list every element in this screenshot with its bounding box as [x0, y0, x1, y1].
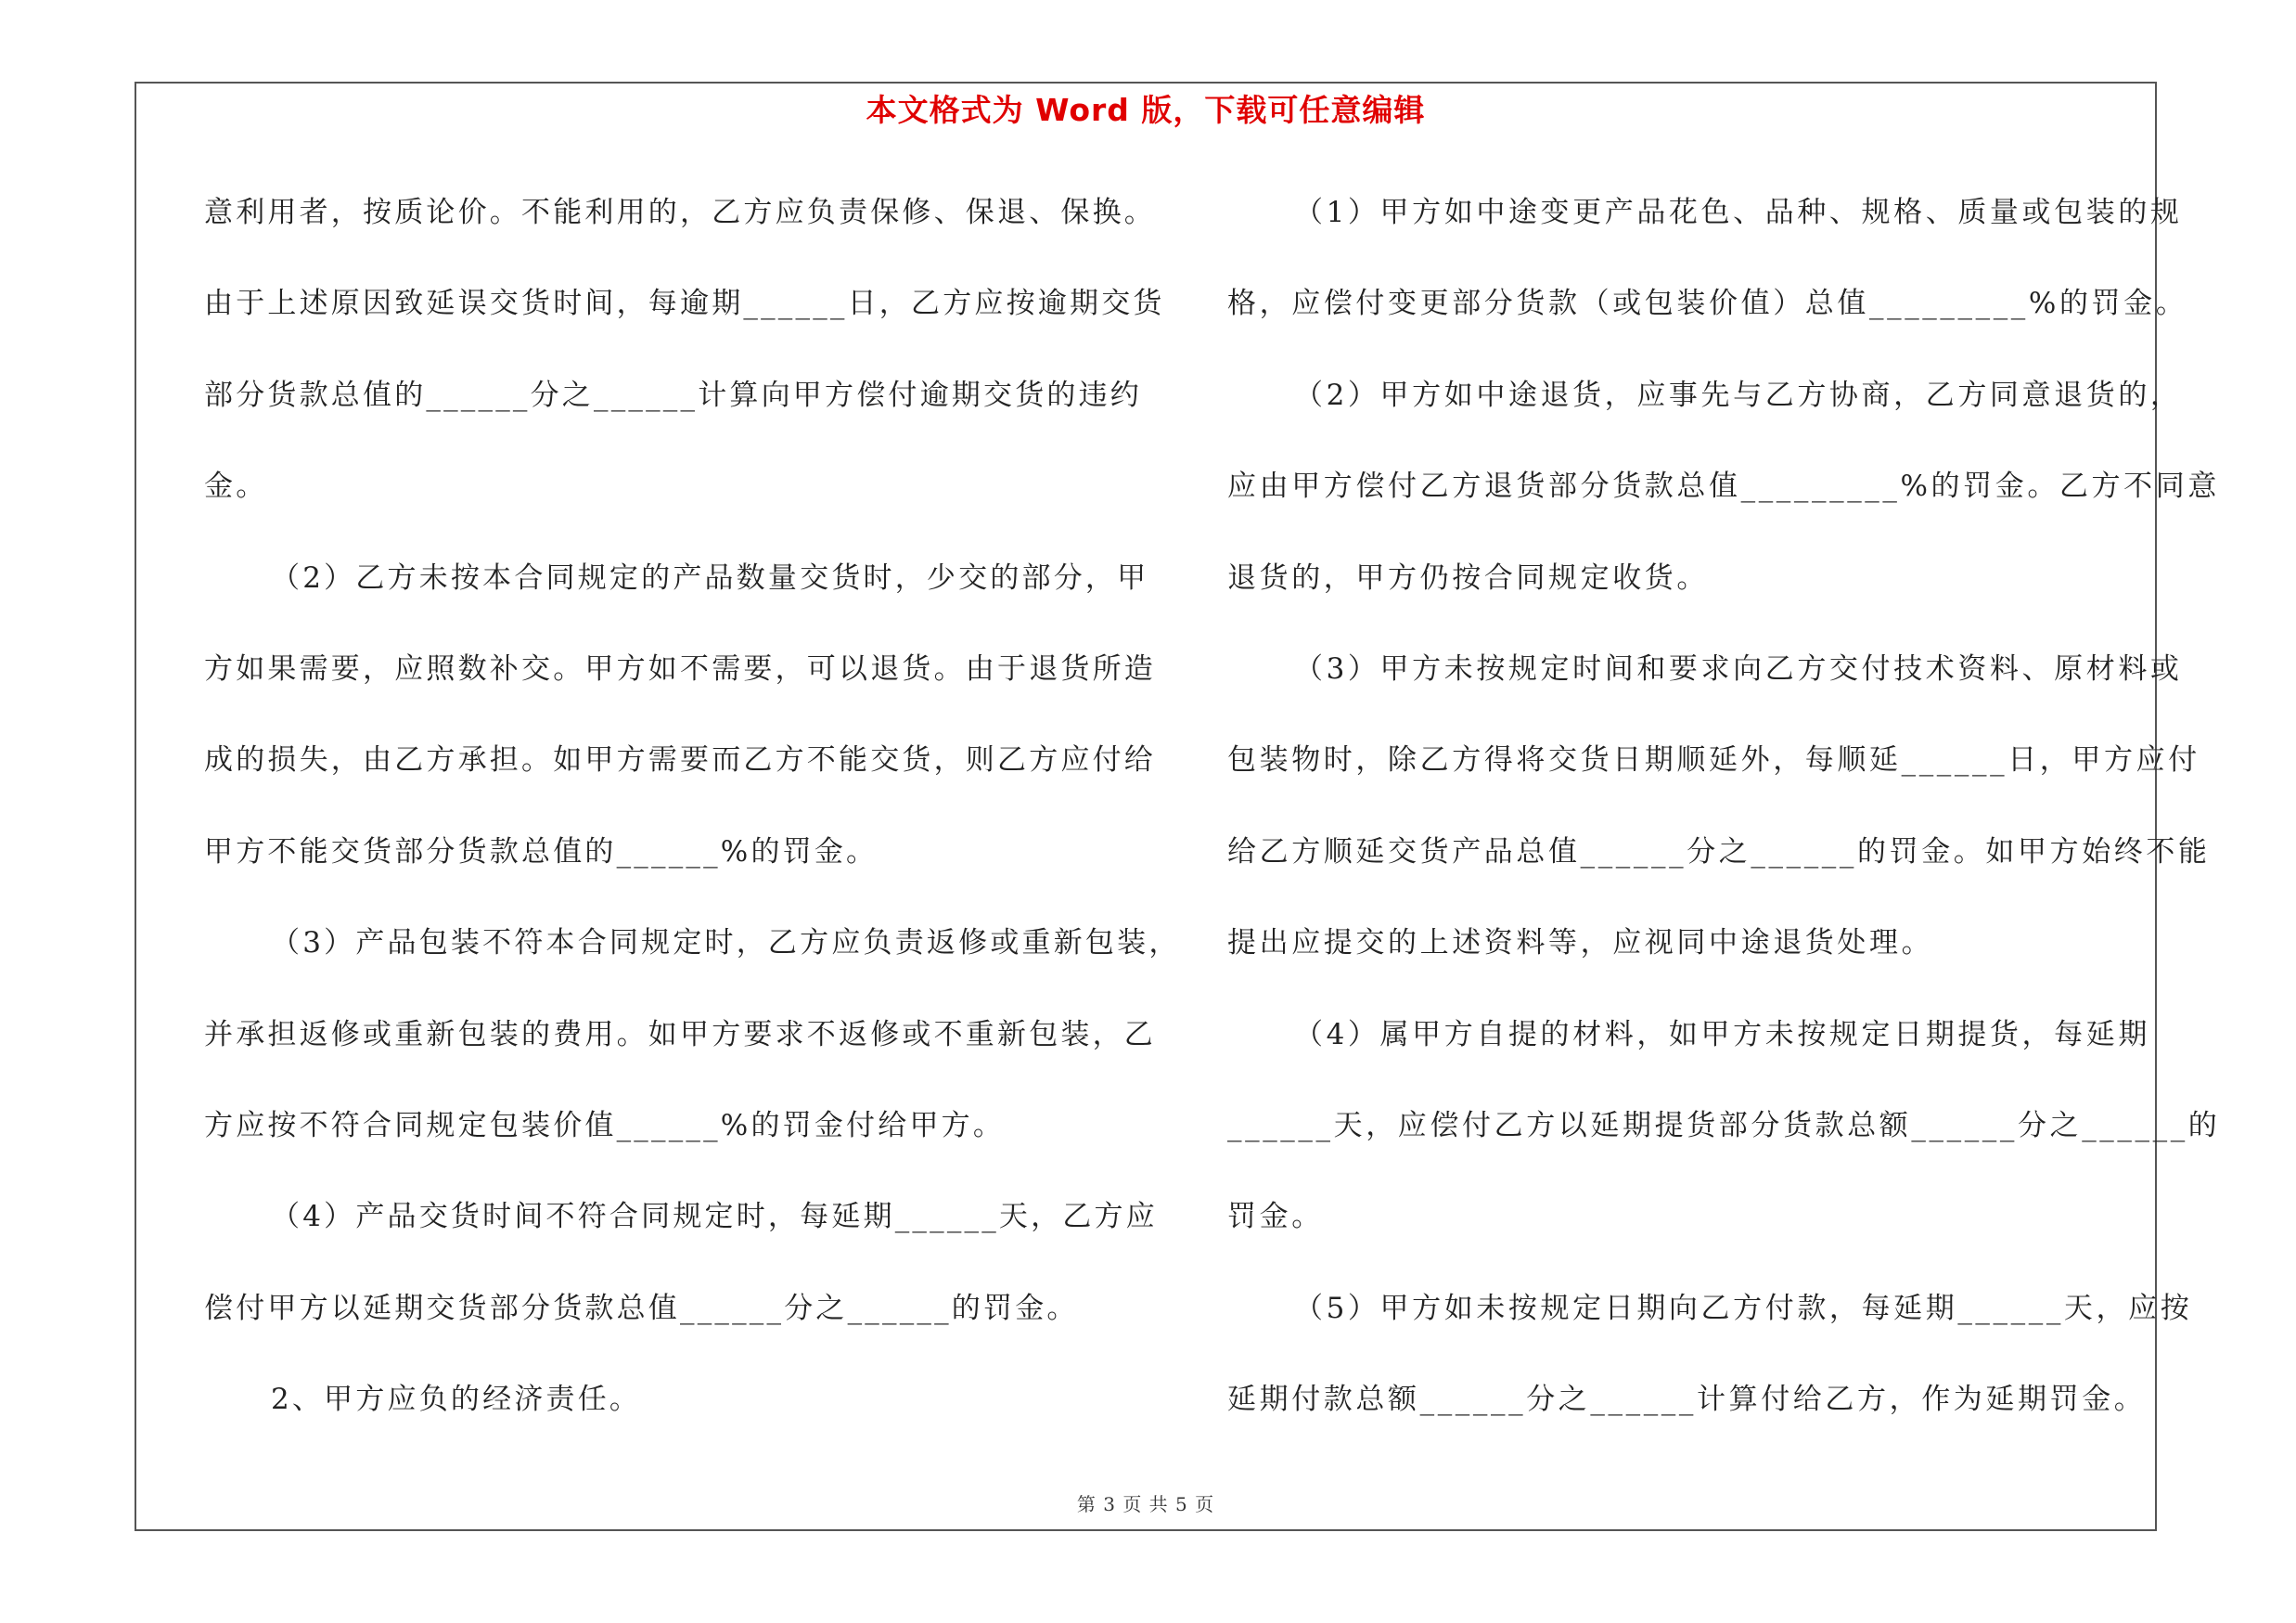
text-line: 格，应偿付变更部分货款（或包装价值）总值_________%的罚金。 — [1227, 287, 2188, 321]
section-heading: 2、甲方应负的经济责任。 — [271, 1383, 642, 1417]
text-line: （4）产品交货时间不符合同规定时，每延期______天，乙方应 — [271, 1200, 1158, 1234]
text-line: 包装物时，除乙方得将交货日期顺延外，每顺延______日，甲方应付 — [1227, 743, 2200, 778]
text-line: 方如果需要，应照数补交。甲方如不需要，可以退货。由于退货所造 — [204, 651, 1156, 686]
text-line: 成的损失，由乙方承担。如甲方需要而乙方不能交货，则乙方应付给 — [204, 743, 1156, 778]
text-line: 由于上述原因致延误交货时间，每逾期______日，乙方应按逾期交货 — [204, 287, 1165, 321]
text-line: （2）甲方如中途退货，应事先与乙方协商，乙方同意退货的， — [1294, 378, 2183, 412]
text-line: 金。 — [204, 470, 268, 504]
text-line: 延期付款总额______分之______计算付给乙方，作为延期罚金。 — [1227, 1383, 2147, 1417]
page-number: 第 3 页 共 5 页 — [1076, 1493, 1215, 1515]
text-line: （3）产品包装不符本合同规定时，乙方应负责返修或重新包装， — [271, 926, 1181, 960]
text-line: 部分货款总值的______分之______计算向甲方偿付逾期交货的违约 — [204, 378, 1142, 412]
text-line: 意利用者，按质论价。不能利用的，乙方应负责保修、保退、保换。 — [204, 196, 1156, 229]
text-line: 偿付甲方以延期交货部分货款总值______分之______的罚金。 — [204, 1291, 1079, 1325]
text-line: （3）甲方未按规定时间和要求向乙方交付技术资料、原材料或 — [1294, 651, 2183, 686]
text-line: 提出应提交的上述资料等，应视同中途退货处理。 — [1227, 926, 1934, 960]
text-line: （2）乙方未按本合同规定的产品数量交货时，少交的部分，甲 — [271, 560, 1149, 595]
right-text-column — [1227, 185, 2221, 1462]
word-format-banner: 本文格式为 Word 版，下载可任意编辑 — [866, 92, 1426, 128]
text-line: 罚金。 — [1227, 1200, 1324, 1234]
text-line: 应由甲方偿付乙方退货部分货款总值_________%的罚金。乙方不同意 — [1227, 470, 2220, 504]
text-line: 给乙方顺延交货产品总值______分之______的罚金。如甲方始终不能 — [1227, 834, 2211, 869]
text-line: 甲方不能交货部分货款总值的______%的罚金。 — [204, 834, 879, 869]
text-line: （4）属甲方自提的材料，如甲方未按规定日期提货，每延期 — [1294, 1017, 2150, 1051]
left-text-column — [204, 185, 1181, 1462]
text-line: ______天，应偿付乙方以延期提货部分货款总额______分之______的 — [1227, 1108, 2221, 1142]
text-line: （5）甲方如未按规定日期向乙方付款，每延期______天，应按 — [1294, 1291, 2193, 1325]
text-line: （1）甲方如中途变更产品花色、品种、规格、质量或包装的规 — [1294, 196, 2183, 229]
text-line: 方应按不符合同规定包装价值______%的罚金付给甲方。 — [204, 1108, 1006, 1142]
text-line: 并承担返修或重新包装的费用。如甲方要求不返修或不重新包装，乙 — [204, 1017, 1156, 1051]
text-line: 退货的，甲方仍按合同规定收货。 — [1227, 560, 1709, 595]
